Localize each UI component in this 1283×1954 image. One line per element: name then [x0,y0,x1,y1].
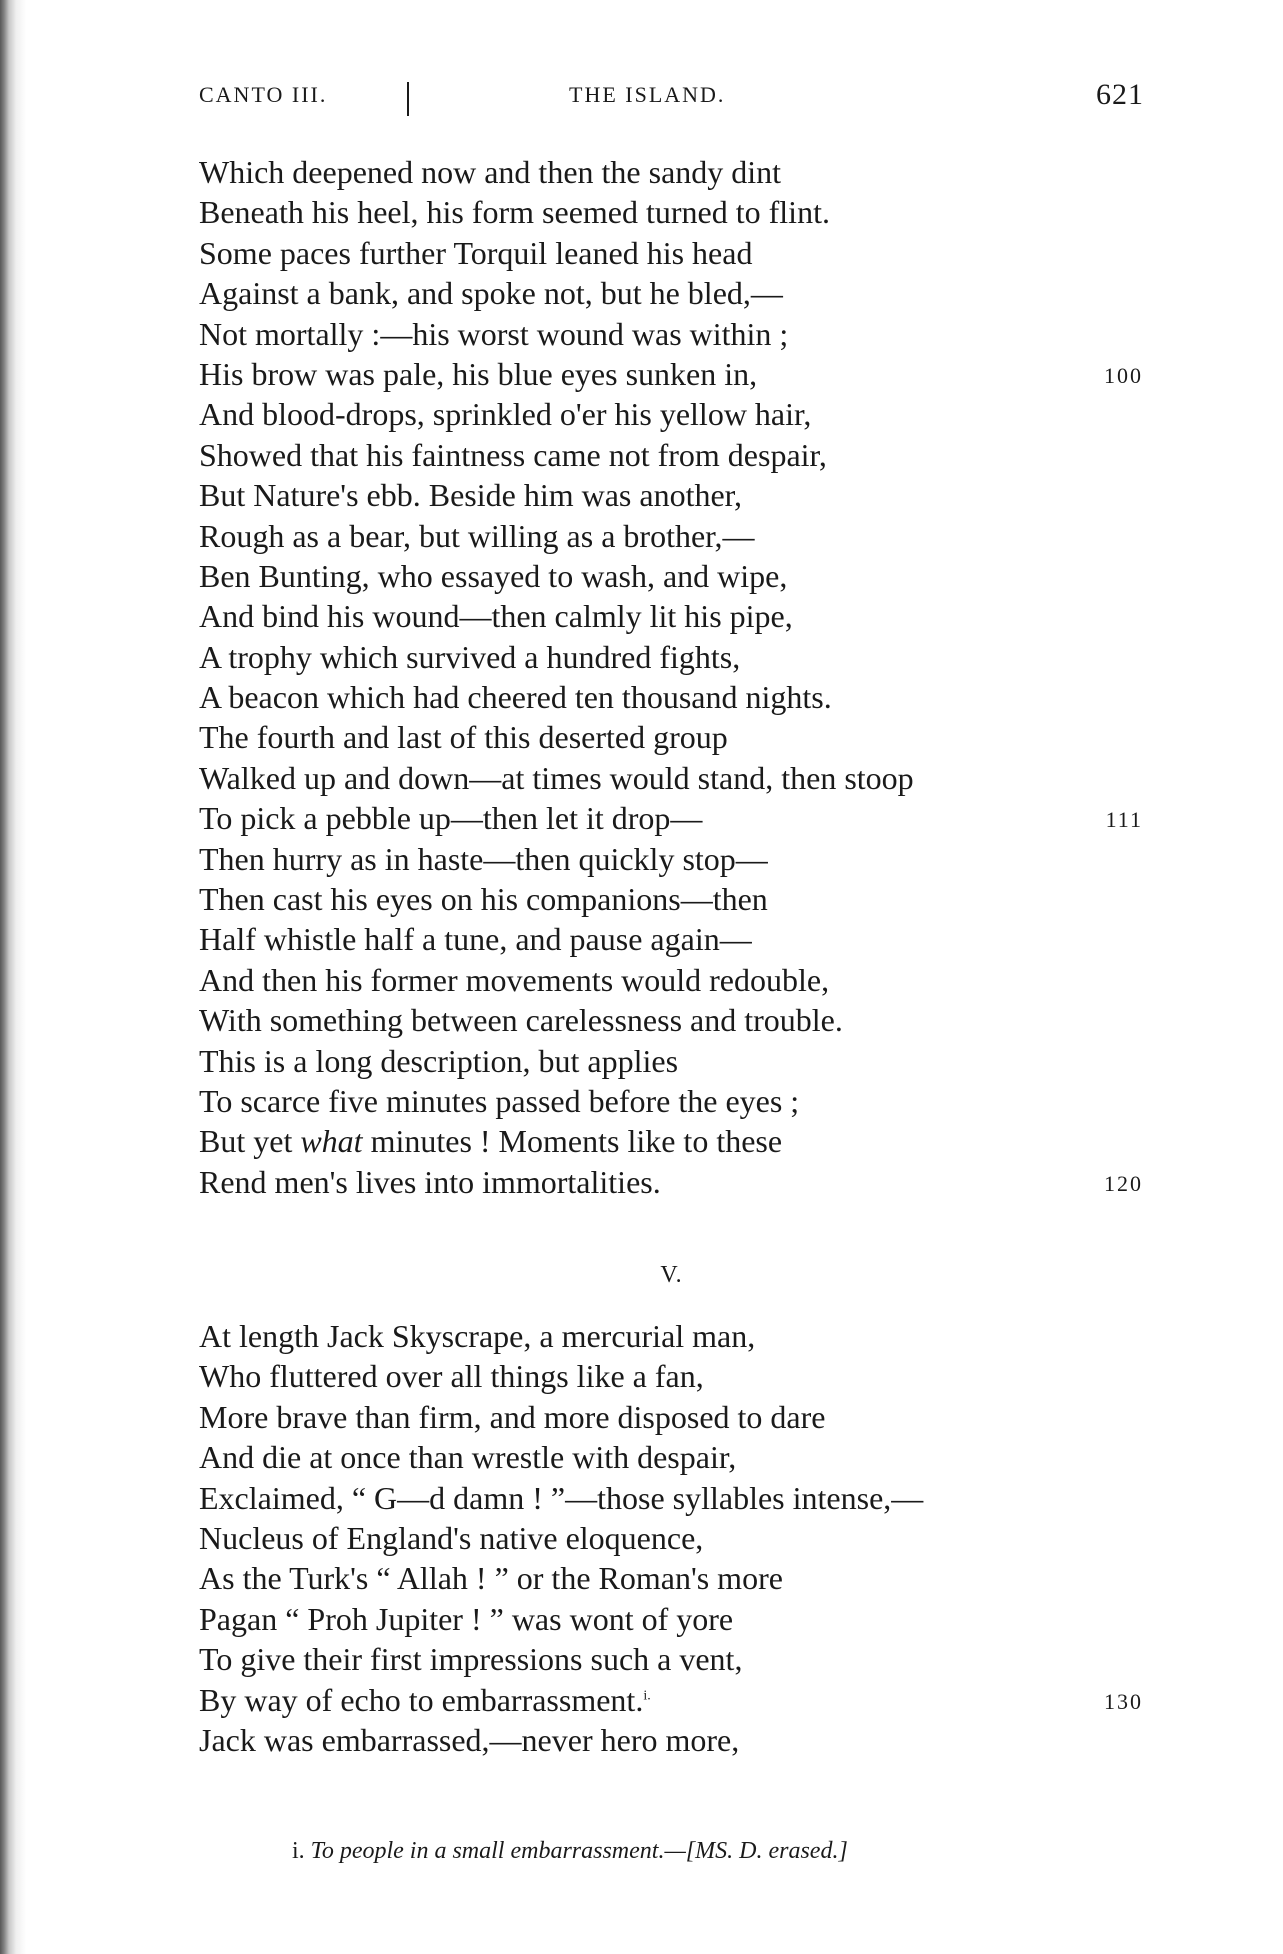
verse-line [199,919,1159,959]
verse-line [199,1478,1159,1518]
verse-line [199,960,1159,1000]
verse-line [199,152,1159,192]
verse-line [199,798,1159,838]
verse-text: Against a bank, and spoke not, but he bled,— [199,275,783,312]
verse-text: A trophy which survived a hundred fights, [199,638,741,675]
line-number: 120 [1104,1170,1143,1196]
verse-line [199,1162,1159,1202]
verse-line [199,1397,1159,1437]
page-binding-edge [0,0,26,1954]
verse-text: And bind his wound—then calmly lit his pipe, [199,598,793,635]
verse-line [199,394,1159,434]
verse-line [199,1000,1159,1040]
verse-text: Then hurry as in haste—then quickly stop— [199,840,768,877]
verse-line [199,1558,1159,1598]
verse-line [199,839,1159,879]
verse-line [199,879,1159,919]
verse-line [199,516,1159,556]
verse-text: At length Jack Skyscrape, a mercurial man, [199,1318,756,1354]
verse-line [199,758,1159,798]
verse-text: Jack was embarrassed,—never hero more, [199,1721,740,1758]
verse-text: To give their first impressions such a vent, [199,1641,743,1678]
verse-line [199,717,1159,757]
running-header [199,78,1144,122]
verse-line [199,435,1159,475]
verse-text: Beneath his heel, his form seemed turned to flint. [199,194,830,231]
verse-line [199,314,1159,354]
line-number: 100 [1104,362,1143,388]
verse-text: Showed that his faintness came not from despair, [199,436,827,473]
verse-text: His brow was pale, his blue eyes sunken in, [199,355,758,392]
verse-line [199,556,1159,596]
verse-text: A beacon which had cheered ten thousand nights. [199,679,832,716]
verse-text: Pagan “ Proh Jupiter ! ” was wont of yore [199,1600,734,1637]
line-number: 111 [1105,807,1143,833]
verse-line [199,1518,1159,1558]
verse-line [199,354,1159,394]
verse-text-pre: But yet [199,1123,301,1160]
verse-text: Then cast his eyes on his companions—then [199,881,768,918]
stanza-v [199,1316,1159,1760]
verse-text: To pick a pebble up—then let it drop— [199,800,703,837]
verse-line [199,1599,1159,1639]
stanza-iv-continuation [199,152,1159,1202]
verse-text-post: minutes ! Moments like to these [362,1123,783,1160]
verse-line-footnoted [199,1680,1159,1720]
footnote-source: —[MS. D. erased.] [664,1838,848,1864]
verse-line [199,1437,1159,1477]
verse-text: Rough as a bear, but willing as a brother,— [199,517,755,554]
verse-text: As the Turk's “ Allah ! ” or the Roman's more [199,1560,783,1597]
verse-text: More brave than firm, and more disposed to dare [199,1398,826,1435]
verse-line [199,1041,1159,1081]
verse-text: Who fluttered over all things like a fan, [199,1358,704,1395]
footnote [292,1838,848,1865]
verse-text: And blood-drops, sprinkled o'er his yellow hair, [199,396,812,433]
verse-line [199,1356,1159,1396]
footnote-reference[interactable]: i. [643,1687,651,1703]
book-title: THE ISLAND. [569,82,726,107]
verse-text: By way of echo to embarrassment. [199,1681,644,1718]
page-number: 621 [1096,78,1144,111]
verse-text: Rend men's lives into immortalities. [199,1163,661,1200]
verse-line [199,192,1159,232]
verse-text: With something between carelessness and trouble. [199,1002,843,1039]
verse-text: To scarce five minutes passed before the eyes ; [199,1082,800,1119]
verse-text: Walked up and down—at times would stand, then stoop [199,759,914,796]
verse-text: Half whistle half a tune, and pause again— [199,921,752,958]
verse-text: The fourth and last of this deserted group [199,719,728,756]
section-numeral: V. [660,1262,683,1288]
verse-line-italic [199,1121,1159,1161]
verse-text: Some paces further Torquil leaned his head [199,234,753,271]
verse-line [199,233,1159,273]
verse-line [199,1316,1159,1356]
verse-text: But Nature's ebb. Beside him was another, [199,477,743,514]
verse-line [199,475,1159,515]
verse-text: This is a long description, but applies [199,1042,679,1079]
verse-text-italic: what [300,1123,363,1160]
verse-text: Which deepened now and then the sandy dint [199,154,782,190]
verse-line [199,273,1159,313]
line-number: 130 [1104,1688,1143,1714]
verse-line [199,1081,1159,1121]
verse-line [199,1720,1159,1760]
header-bracket [407,82,409,116]
footnote-marker: i. [292,1838,305,1864]
canto-label: CANTO III. [199,82,328,107]
verse-text: Ben Bunting, who essayed to wash, and wipe, [199,557,788,594]
verse-line [199,1639,1159,1679]
footnote-text: To people in a small embarrassment. [310,1838,665,1864]
verse-text: And die at once than wrestle with despair, [199,1439,737,1476]
verse-text: Not mortally :—his worst wound was within ; [199,315,789,352]
verse-line [199,677,1159,717]
verse-text: Nucleus of England's native eloquence, [199,1519,704,1556]
verse-text: Exclaimed, “ G—d damn ! ”—those syllables intense,— [199,1479,924,1516]
verse-line [199,637,1159,677]
verse-text: And then his former movements would redouble, [199,961,830,998]
verse-line [199,596,1159,636]
